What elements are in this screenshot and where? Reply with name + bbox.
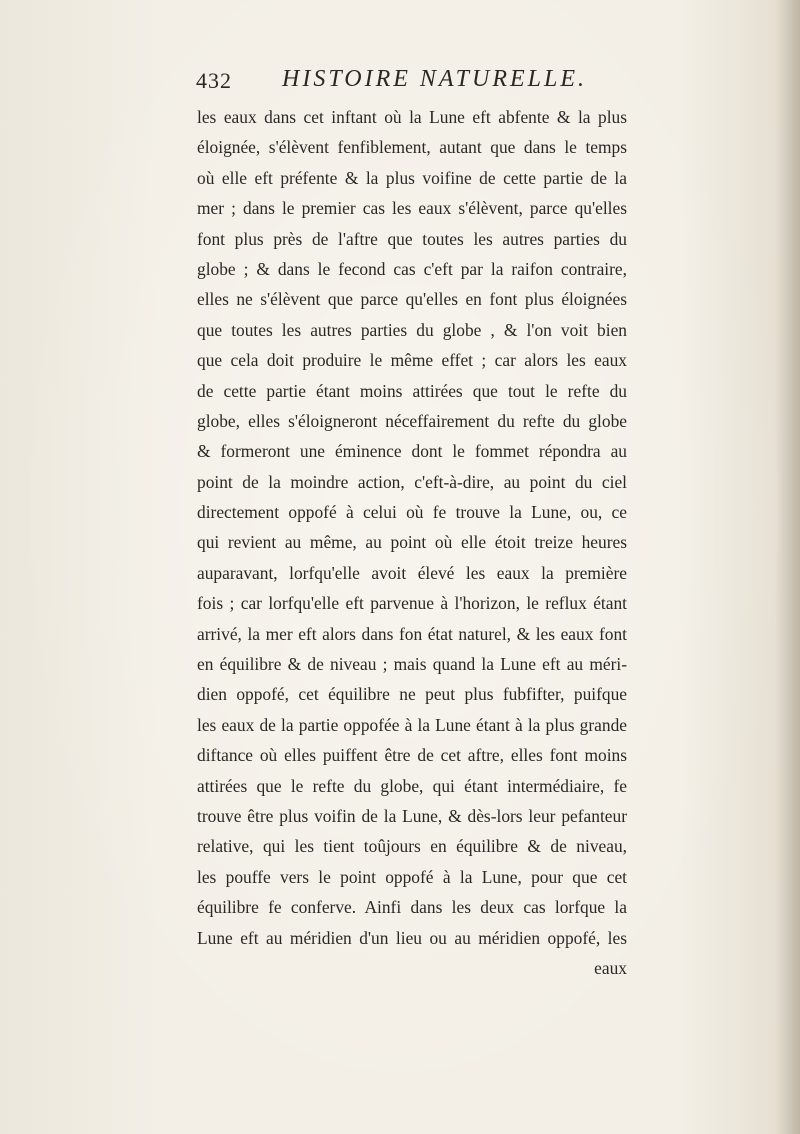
text-line: arrivé, la mer eft alors dans fon état naturel, & les eaux font bbox=[197, 623, 627, 644]
text-line: Lune eft au méridien d'un lieu ou au méridien oppofé, les bbox=[197, 927, 627, 948]
text-line: globe, elles s'éloigneront néceffairement du refte du globe bbox=[197, 410, 627, 431]
text-line: point de la moindre action, c'eft-à-dire, au point du ciel bbox=[197, 471, 627, 492]
text-line: relative, qui les tient toûjours en équilibre & de niveau, bbox=[197, 836, 627, 857]
running-title: HISTOIRE NATURELLE. bbox=[282, 66, 588, 92]
text-line: les eaux dans cet inftant où la Lune eft abfente & la plus bbox=[197, 107, 627, 127]
text-line: font plus près de l'aftre que toutes les autres parties du bbox=[197, 228, 627, 249]
text-line: directement oppofé à celui où fe trouve la Lune, ou, ce bbox=[197, 502, 627, 523]
page-header bbox=[196, 66, 636, 106]
body-text bbox=[197, 102, 627, 983]
text-line: fois ; car lorfqu'elle eft parvenue à l'horizon, le reflux étant bbox=[197, 593, 627, 614]
text-line: que cela doit produire le même effet ; car alors les eaux bbox=[197, 350, 627, 371]
text-line: attirées que le refte du globe, qui étant intermédiaire, fe bbox=[197, 775, 627, 796]
text-line: diftance où elles puiffent être de cet aftre, elles font moins bbox=[197, 745, 627, 766]
text-line: les pouffe vers le point oppofé à la Lune, pour que cet bbox=[197, 866, 627, 887]
text-line: mer ; dans le premier cas les eaux s'élèvent, parce qu'elles bbox=[197, 198, 627, 219]
text-line: dien oppofé, cet équilibre ne peut plus fubfifter, puifque bbox=[197, 684, 627, 705]
text-line: en équilibre & de niveau ; mais quand la Lune eft au méri- bbox=[197, 654, 627, 675]
text-line: & formeront une éminence dont le fommet répondra au bbox=[197, 441, 627, 462]
text-line: que toutes les autres parties du globe , & l'on voit bien bbox=[197, 319, 627, 340]
page-edge-shadow bbox=[775, 0, 800, 1134]
text-line: les eaux de la partie oppofée à la Lune étant à la plus grande bbox=[197, 714, 627, 735]
text-line: éloignée, s'élèvent fenfiblement, autant que dans le temps bbox=[197, 137, 627, 158]
text-line: où elle eft préfente & la plus voifine de cette partie de la bbox=[197, 167, 627, 188]
page-number: 432 bbox=[196, 68, 232, 93]
text-line: elles ne s'élèvent que parce qu'elles en font plus éloignées bbox=[197, 289, 627, 310]
text-line: trouve être plus voifin de la Lune, & dès-lors leur pefanteur bbox=[197, 805, 627, 826]
text-line: qui revient au même, au point où elle étoit treize heures bbox=[197, 532, 627, 553]
text-line: globe ; & dans le fecond cas c'eft par la raifon contraire, bbox=[197, 258, 627, 279]
text-line: de cette partie étant moins attirées que tout le refte du bbox=[197, 380, 627, 401]
text-line: équilibre fe conferve. Ainfi dans les deux cas lorfque la bbox=[197, 897, 627, 918]
text-line: eaux bbox=[594, 957, 627, 978]
text-line: auparavant, lorfqu'elle avoit élevé les eaux la première bbox=[197, 562, 627, 583]
